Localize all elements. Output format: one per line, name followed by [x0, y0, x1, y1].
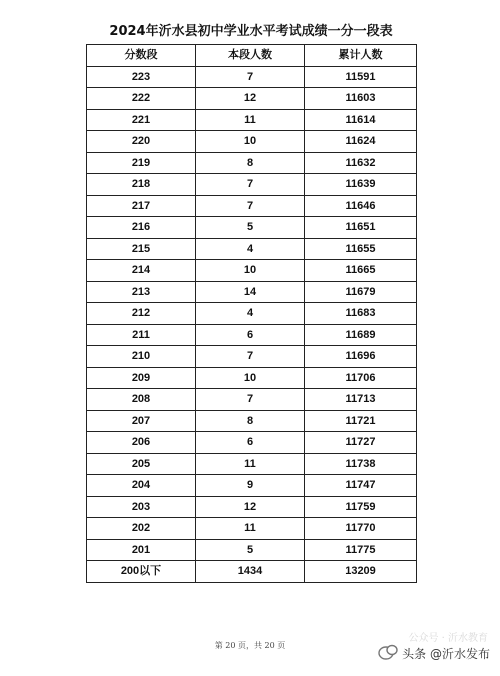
cell-segment-count: 7 — [196, 195, 305, 217]
cell-segment-count: 7 — [196, 174, 305, 196]
table-row — [87, 561, 417, 583]
cell-cumulative-count: 11747 — [305, 475, 417, 497]
cell-score-range: 209 — [87, 367, 196, 389]
cell-score-range: 207 — [87, 410, 196, 432]
cell-segment-count: 8 — [196, 410, 305, 432]
cell-score-range: 201 — [87, 539, 196, 561]
cell-cumulative-count: 11624 — [305, 131, 417, 153]
table-row — [87, 281, 417, 303]
cell-score-range: 223 — [87, 66, 196, 88]
table-row — [87, 539, 417, 561]
table-header-row — [87, 45, 417, 67]
table-row — [87, 303, 417, 325]
cell-cumulative-count: 13209 — [305, 561, 417, 583]
cell-score-range: 208 — [87, 389, 196, 411]
table-row — [87, 217, 417, 239]
cell-segment-count: 1434 — [196, 561, 305, 583]
cell-cumulative-count: 11632 — [305, 152, 417, 174]
cell-segment-count: 11 — [196, 453, 305, 475]
cell-segment-count: 8 — [196, 152, 305, 174]
cell-score-range: 202 — [87, 518, 196, 540]
table-row — [87, 410, 417, 432]
cell-segment-count: 6 — [196, 324, 305, 346]
score-table — [86, 44, 417, 583]
cell-cumulative-count: 11603 — [305, 88, 417, 110]
cell-segment-count: 11 — [196, 518, 305, 540]
table-row — [87, 66, 417, 88]
cell-segment-count: 4 — [196, 303, 305, 325]
table-row — [87, 453, 417, 475]
cell-cumulative-count: 11614 — [305, 109, 417, 131]
cell-score-range: 220 — [87, 131, 196, 153]
table-row — [87, 152, 417, 174]
cell-cumulative-count: 11665 — [305, 260, 417, 282]
cell-score-range: 213 — [87, 281, 196, 303]
cell-segment-count: 14 — [196, 281, 305, 303]
cell-cumulative-count: 11721 — [305, 410, 417, 432]
watermark-text: 头条 @沂水发布 — [402, 646, 490, 661]
cell-segment-count: 10 — [196, 367, 305, 389]
table-row — [87, 260, 417, 282]
table-row — [87, 131, 417, 153]
cell-cumulative-count: 11759 — [305, 496, 417, 518]
cell-segment-count: 4 — [196, 238, 305, 260]
cell-cumulative-count: 11679 — [305, 281, 417, 303]
cell-score-range: 205 — [87, 453, 196, 475]
table-row — [87, 496, 417, 518]
cell-cumulative-count: 11738 — [305, 453, 417, 475]
cell-cumulative-count: 11713 — [305, 389, 417, 411]
cell-score-range: 222 — [87, 88, 196, 110]
cell-cumulative-count: 11651 — [305, 217, 417, 239]
cell-score-range: 204 — [87, 475, 196, 497]
toutiao-logo-icon — [378, 644, 398, 663]
cell-segment-count: 11 — [196, 109, 305, 131]
header-cumulative-count: 累计人数 — [305, 45, 417, 67]
cell-cumulative-count: 11646 — [305, 195, 417, 217]
table-row — [87, 475, 417, 497]
cell-segment-count: 10 — [196, 131, 305, 153]
cell-segment-count: 10 — [196, 260, 305, 282]
cell-segment-count: 12 — [196, 496, 305, 518]
cell-segment-count: 9 — [196, 475, 305, 497]
cell-score-range: 210 — [87, 346, 196, 368]
page-footer: 第 20 页，共 20 页 — [214, 641, 286, 650]
header-segment-count: 本段人数 — [196, 45, 305, 67]
cell-segment-count: 7 — [196, 66, 305, 88]
cell-score-range: 217 — [87, 195, 196, 217]
cell-score-range: 214 — [87, 260, 196, 282]
table-row — [87, 195, 417, 217]
watermark — [378, 642, 490, 664]
cell-score-range: 200以下 — [87, 561, 196, 583]
table-row — [87, 346, 417, 368]
cell-cumulative-count: 11696 — [305, 346, 417, 368]
cell-score-range: 203 — [87, 496, 196, 518]
table-row — [87, 109, 417, 131]
cell-cumulative-count: 11689 — [305, 324, 417, 346]
cell-score-range: 211 — [87, 324, 196, 346]
cell-cumulative-count: 11683 — [305, 303, 417, 325]
table-row — [87, 432, 417, 454]
cell-score-range: 221 — [87, 109, 196, 131]
table-row — [87, 174, 417, 196]
table-row — [87, 238, 417, 260]
cell-score-range: 219 — [87, 152, 196, 174]
cell-cumulative-count: 11639 — [305, 174, 417, 196]
cell-segment-count: 7 — [196, 389, 305, 411]
header-score-range: 分数段 — [87, 45, 196, 67]
page-title: 2024年沂水县初中学业水平考试成绩一分一段表 — [109, 24, 393, 39]
cell-score-range: 218 — [87, 174, 196, 196]
cell-segment-count: 12 — [196, 88, 305, 110]
cell-segment-count: 7 — [196, 346, 305, 368]
cell-cumulative-count: 11775 — [305, 539, 417, 561]
table-row — [87, 518, 417, 540]
table-row — [87, 324, 417, 346]
faded-watermark: 公众号 · 沂水教育 — [408, 633, 488, 644]
cell-cumulative-count: 11591 — [305, 66, 417, 88]
cell-score-range: 216 — [87, 217, 196, 239]
cell-cumulative-count: 11655 — [305, 238, 417, 260]
cell-segment-count: 5 — [196, 539, 305, 561]
cell-cumulative-count: 11706 — [305, 367, 417, 389]
cell-segment-count: 5 — [196, 217, 305, 239]
cell-cumulative-count: 11770 — [305, 518, 417, 540]
cell-score-range: 215 — [87, 238, 196, 260]
cell-score-range: 212 — [87, 303, 196, 325]
cell-segment-count: 6 — [196, 432, 305, 454]
cell-cumulative-count: 11727 — [305, 432, 417, 454]
table-row — [87, 367, 417, 389]
table-row — [87, 88, 417, 110]
table-row — [87, 389, 417, 411]
cell-score-range: 206 — [87, 432, 196, 454]
